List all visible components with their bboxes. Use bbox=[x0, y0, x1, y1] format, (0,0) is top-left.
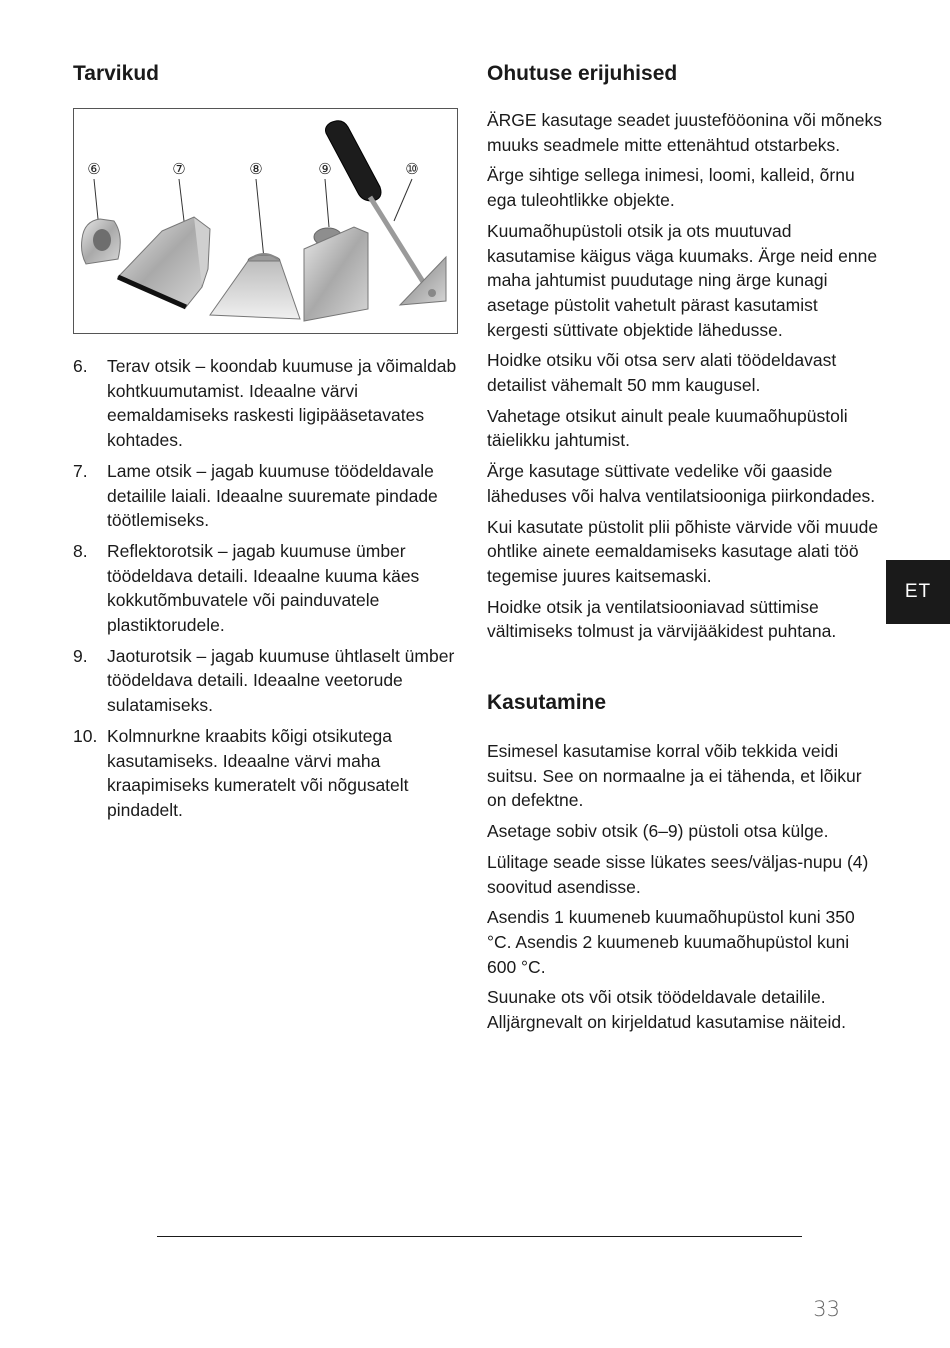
safety-paragraph: Hoidke otsiku või otsa serv alati töödeldavast detailist vähemalt 50 mm kaugusel. bbox=[487, 350, 837, 396]
list-item: 7. Lame otsik – jagab kuumuse töödeldavale detailile laiali. Ideaalne suuremate pindade töötlemiseks. bbox=[73, 460, 438, 531]
usage-paragraph: Lülitage seade sisse lükates sees/väljas-nupu (4) soovitud asendisse. bbox=[487, 851, 869, 897]
callout-8: ⑧ bbox=[249, 160, 263, 178]
flat-nozzle-image bbox=[118, 217, 210, 307]
callout-9: ⑨ bbox=[318, 160, 332, 178]
safety-paragraph: Ärge sihtige sellega inimesi, loomi, kalleid, õrnu ega tuleohtlikke objekte. bbox=[487, 165, 855, 211]
safety-paragraph: Kui kasutate püstolit plii põhiste värvide või muude ohtlike ainete eemaldamiseks kasutage alati töö tegemise juures kaitsemaski. bbox=[487, 516, 879, 586]
page-number: 33 bbox=[813, 1297, 840, 1321]
safety-paragraph: Ärge kasutage süttivate vedelike või gaaside läheduses või halva ventilatsiooniga piirkondades. bbox=[487, 461, 876, 506]
accessories-figure bbox=[73, 108, 458, 334]
footer-divider bbox=[157, 1236, 802, 1237]
safety-paragraph: Kuumaõhupüstoli otsik ja ots muutuvad kasutamise käigus väga kuumaks. Ärge neid enne maha jahtumist puudutage ning ärge kunagi asetage püstolit vahetult pärast kasutamist kergesti süttivate objektide lähedusse. bbox=[487, 220, 878, 340]
list-item: 6. Terav otsik – koondab kuumuse ja võimaldab kohtkuumutamist. Ideaalne värvi eemaldamiseks raskesti ligipääsetavates kohtades. bbox=[73, 356, 457, 451]
list-item: 8. Reflektorotsik – jagab kuumuse ümber töödeldava detaili. Ideaalne kuuma käes kokkutõmbuvatele või painduvatele plastiktorudele. bbox=[73, 540, 420, 636]
list-item: 9. Jaoturotsik – jagab kuumuse ühtlaselt ümber töödeldava detaili. Ideaalne veetorude sulatamiseks. bbox=[73, 645, 455, 716]
list-item: 10. Kolmnurkne kraabits kõigi otsikutega kasutamiseks. Ideaalne värvi maha kraapimiseks kumeratelt või nõgusatelt pindadelt. bbox=[73, 725, 409, 820]
callout-7: ⑦ bbox=[172, 160, 186, 178]
left-column bbox=[73, 60, 468, 829]
language-tab: ET bbox=[886, 560, 950, 624]
right-column bbox=[487, 60, 882, 1041]
safety-heading: Ohutuse erijuhised bbox=[487, 62, 678, 85]
safety-paragraph: Vahetage otsikut ainult peale kuumaõhupüstoli täielikku jahtumist. bbox=[487, 405, 848, 451]
callout-10: ⑩ bbox=[405, 160, 419, 178]
safety-paragraph: Hoidke otsik ja ventilatsiooniavad süttimise vältimiseks tolmust ja värvijääkidest puhtana. bbox=[487, 596, 837, 642]
safety-paragraph: ÄRGE kasutage seadet juustefööonina või mõneks muuks seadmele mitte ettenähtud otstarbeks. bbox=[487, 110, 882, 155]
safety-instructions bbox=[487, 108, 882, 644]
usage-paragraph: Suunake ots või otsik töödeldavale detailile. Alljärgnevalt on kirjeldatud kasutamise näiteid. bbox=[487, 987, 846, 1033]
usage-heading: Kasutamine bbox=[487, 691, 607, 715]
reflector-nozzle-image bbox=[210, 254, 300, 319]
concentrator-nozzle-image bbox=[82, 219, 121, 264]
distributor-nozzle-image bbox=[304, 227, 368, 321]
usage-paragraph: Asendis 1 kuumeneb kuumaõhupüstol kuni 350 °C. Asendis 2 kuumeneb kuumaõhupüstol kuni 600 °C. bbox=[487, 907, 855, 977]
callout-6: ⑥ bbox=[87, 160, 101, 178]
usage-paragraph: Esimesel kasutamise korral võib tekkida veidi suitsu. See on normaalne ja ei tähenda, et lõikur on defektne. bbox=[487, 741, 862, 811]
usage-instructions bbox=[487, 739, 882, 1035]
usage-paragraph: Asetage sobiv otsik (6–9) püstoli otsa külge. bbox=[487, 821, 829, 842]
accessories-list bbox=[73, 354, 468, 823]
accessories-illustration bbox=[74, 109, 459, 335]
accessories-heading: Tarvikud bbox=[73, 62, 159, 85]
